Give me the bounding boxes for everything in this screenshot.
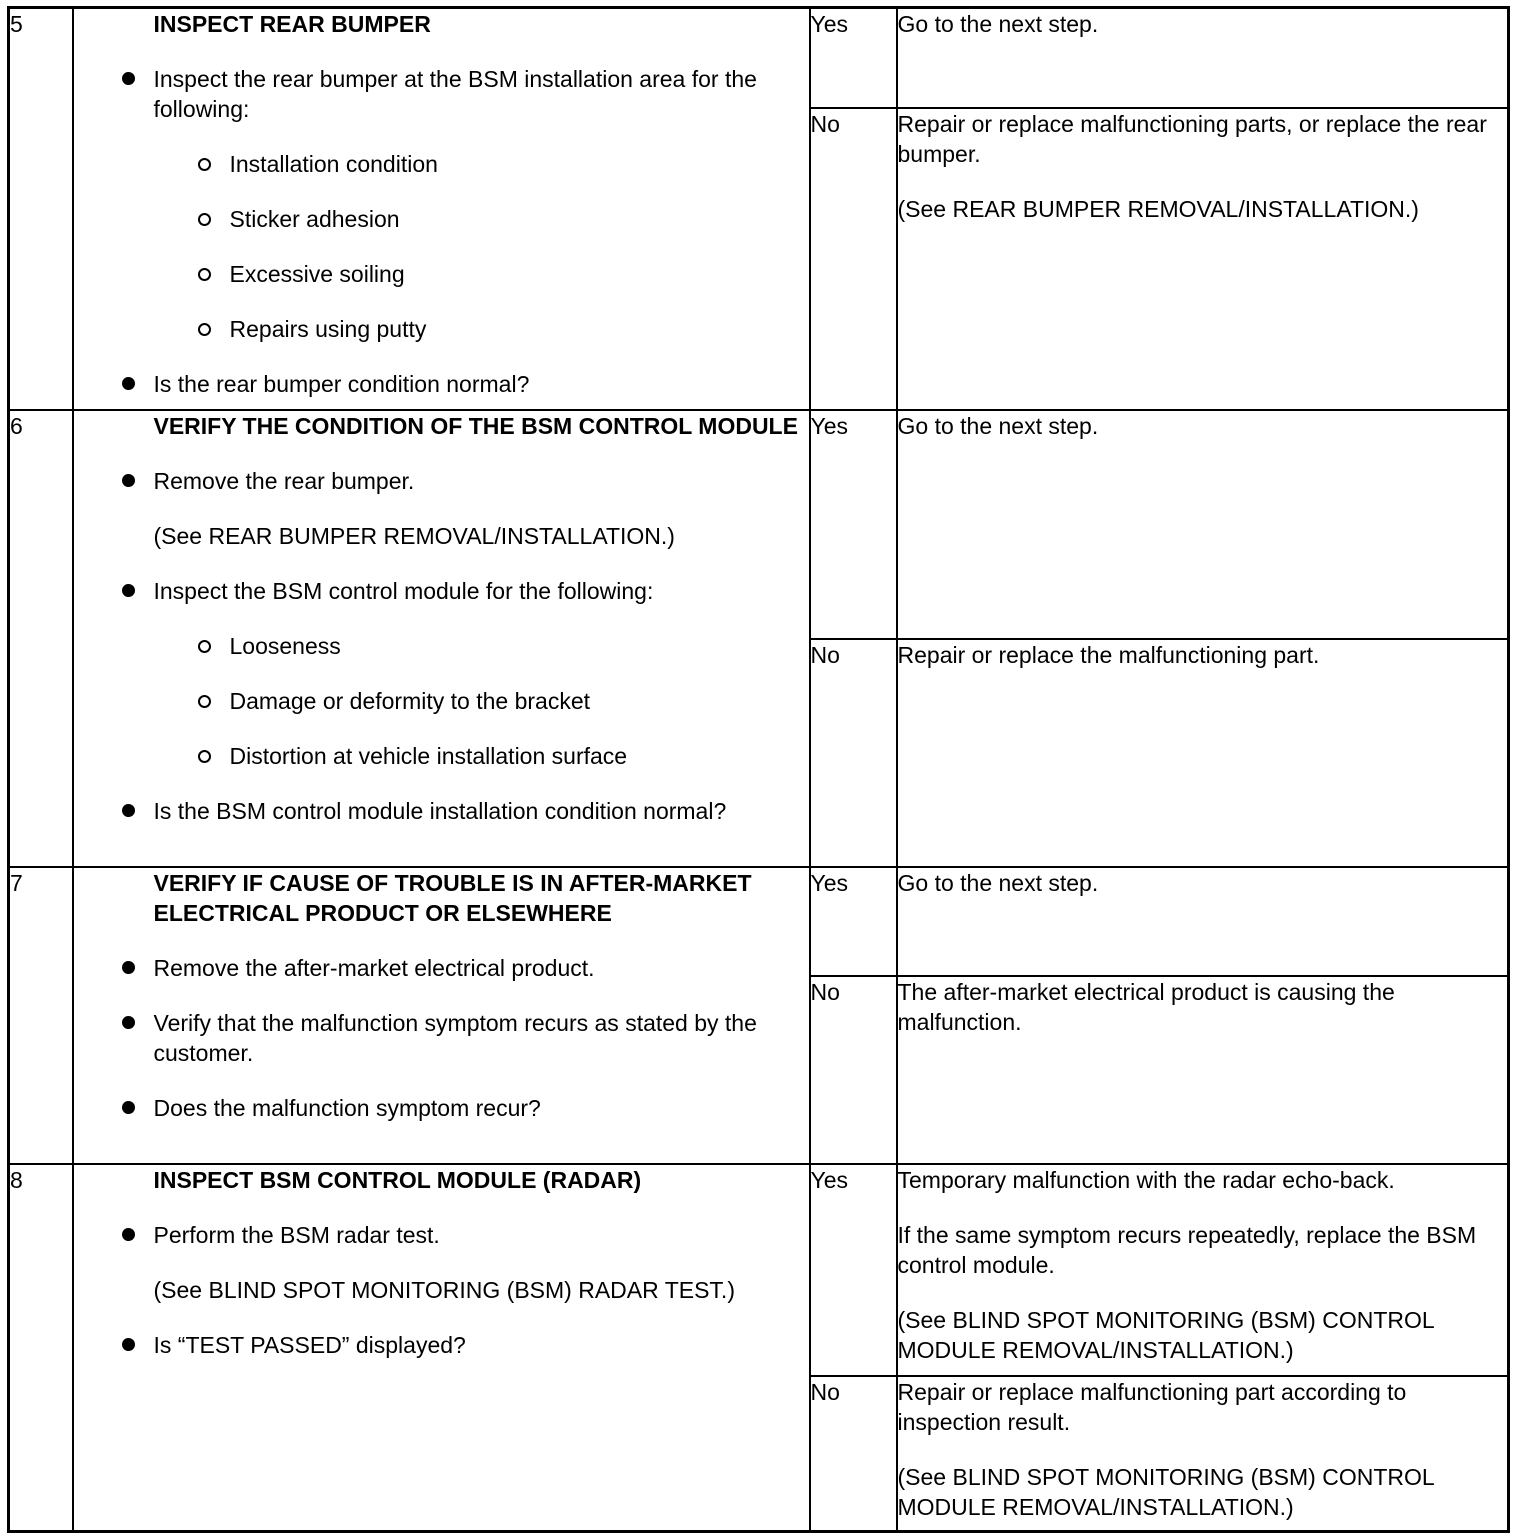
list-item: Damage or deformity to the bracket: [74, 686, 809, 716]
step-title: VERIFY THE CONDITION OF THE BSM CONTROL MODULE: [153, 412, 798, 439]
step-number: 5: [9, 8, 73, 410]
yes-result: Go to the next step.: [897, 867, 1509, 976]
list-item: Verify that the malfunction symptom recurs as stated by the customer.: [74, 1008, 809, 1068]
yes-label: Yes: [810, 867, 897, 976]
list-item: Remove the rear bumper.: [74, 466, 809, 496]
step-number: 6: [9, 410, 73, 867]
step-8-yes-row: [9, 1164, 1509, 1376]
question-list: [74, 1330, 809, 1360]
sub-list: [74, 631, 809, 771]
action-list: [74, 466, 809, 496]
action-list: [74, 1220, 809, 1250]
no-label: No: [810, 108, 897, 410]
list-item: Distortion at vehicle installation surface: [74, 741, 809, 771]
reference-note: (See BLIND SPOT MONITORING (BSM) RADAR TEST.): [153, 1276, 735, 1303]
list-item: Looseness: [74, 631, 809, 661]
yes-label: Yes: [810, 1164, 897, 1376]
list-item: Remove the after-market electrical product.: [74, 953, 809, 983]
step-5-yes-row: [9, 8, 1509, 108]
step-action: [73, 8, 810, 410]
list-item: Inspect the rear bumper at the BSM installation area for the following:: [74, 64, 809, 124]
question-item: Is the BSM control module installation condition normal?: [74, 796, 809, 826]
list-item: Inspect the BSM control module for the following:: [74, 576, 809, 606]
no-label: No: [810, 639, 897, 867]
step-number: 7: [9, 867, 73, 1164]
yes-result: Go to the next step.: [897, 410, 1509, 639]
reference-note: (See REAR BUMPER REMOVAL/INSTALLATION.): [153, 522, 675, 549]
no-result: Repair or replace malfunctioning part according to inspection result. (See BLIND SPOT MONITORING (BSM) CONTROL MODULE REMOVAL/INSTALLATION.): [897, 1376, 1509, 1532]
question-item: Is the rear bumper condition normal?: [74, 369, 809, 399]
step-title: VERIFY IF CAUSE OF TROUBLE IS IN AFTER-MARKET ELECTRICAL PRODUCT OR ELSEWHERE: [153, 869, 752, 926]
step-6-yes-row: [9, 410, 1509, 639]
step-title: INSPECT REAR BUMPER: [153, 11, 431, 37]
step-action: [73, 1164, 810, 1532]
no-result: Repair or replace malfunctioning parts, or replace the rear bumper. (See REAR BUMPER REMOVAL/INSTALLATION.): [897, 108, 1509, 410]
no-result: Repair or replace the malfunctioning part.: [897, 639, 1509, 867]
step-action: [73, 410, 810, 867]
question-item: Does the malfunction symptom recur?: [74, 1093, 809, 1123]
diagnostic-procedure-table: [7, 6, 1510, 1533]
question-list: [74, 369, 809, 399]
list-item: Installation condition: [74, 149, 809, 179]
question-list: [74, 796, 809, 826]
no-label: No: [810, 1376, 897, 1532]
yes-result: Temporary malfunction with the radar echo-back. If the same symptom recurs repeatedly, replace the BSM control module. (See BLIND SPOT MONITORING (BSM) CONTROL MODULE REMOVAL/INSTALLATION.): [897, 1164, 1509, 1376]
question-item: Is “TEST PASSED” displayed?: [74, 1330, 809, 1360]
yes-result: Go to the next step.: [897, 8, 1509, 108]
action-list: [74, 576, 809, 606]
list-item: Perform the BSM radar test.: [74, 1220, 809, 1250]
yes-label: Yes: [810, 410, 897, 639]
action-list: [74, 64, 809, 124]
no-result: The after-market electrical product is causing the malfunction.: [897, 976, 1509, 1164]
list-item: Repairs using putty: [74, 314, 809, 344]
yes-label: Yes: [810, 8, 897, 108]
step-7-yes-row: [9, 867, 1509, 976]
step-title: INSPECT BSM CONTROL MODULE (RADAR): [153, 1166, 642, 1193]
step-number: 8: [9, 1164, 73, 1532]
list-item: Sticker adhesion: [74, 204, 809, 234]
no-label: No: [810, 976, 897, 1164]
sub-list: [74, 149, 809, 344]
step-action: [73, 867, 810, 1164]
action-list: [74, 953, 809, 1123]
list-item: Excessive soiling: [74, 259, 809, 289]
